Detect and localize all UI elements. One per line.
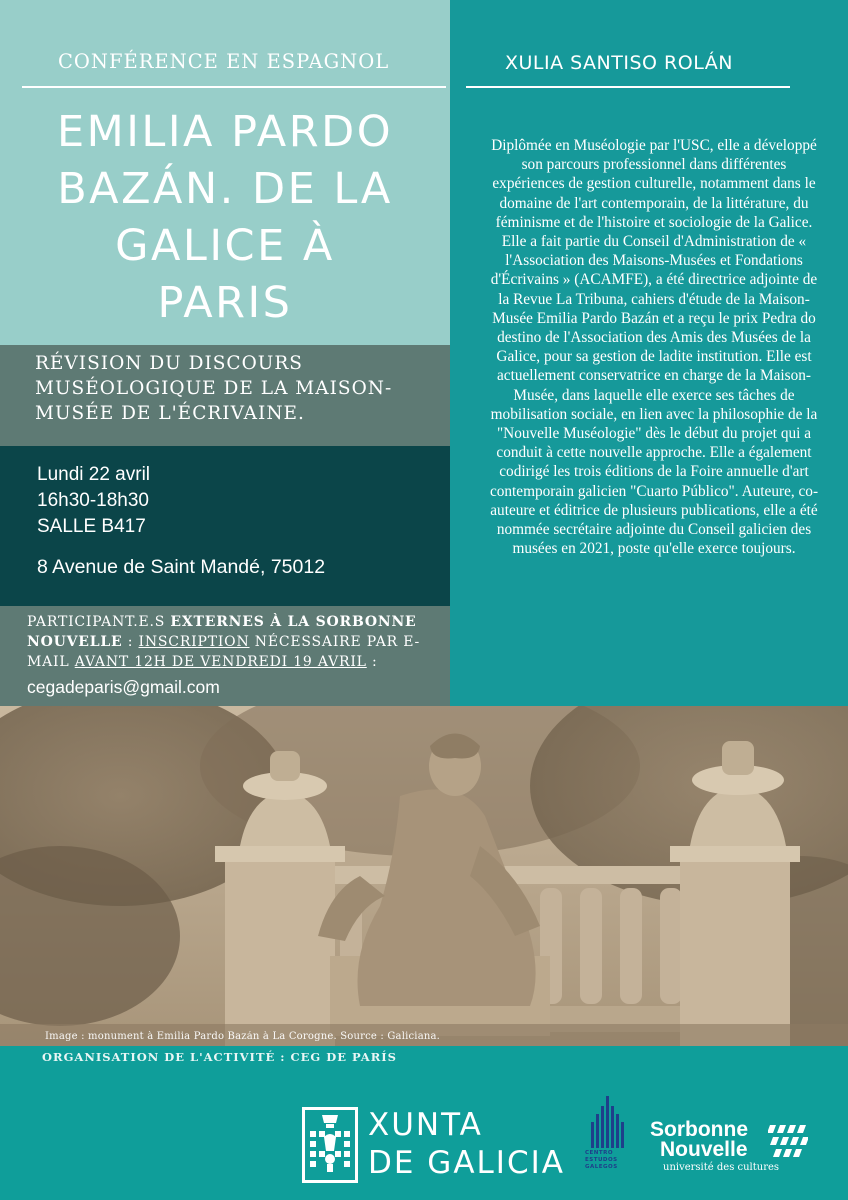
subtitle-line: MUSÉOLOGIQUE DE LA MAISON-	[35, 378, 393, 399]
subtitle-line: RÉVISION DU DISCOURS	[35, 353, 303, 374]
registration-deadline: AVANT 12H DE VENDREDI 19 AVRIL	[74, 654, 367, 670]
xunta-emblem-icon	[302, 1107, 358, 1183]
monument-photo	[0, 706, 848, 1046]
sorbonne-mark-icon	[768, 1123, 808, 1159]
conference-language-label: CONFÉRENCE EN ESPAGNOL	[58, 50, 390, 73]
registration-mid: NÉCESSAIRE PAR E-MAIL	[27, 634, 421, 670]
subtitle-line: MUSÉE DE L'ÉCRIVAINE.	[35, 403, 305, 424]
speaker-name: XULIA SANTISO ROLÁN	[505, 52, 733, 74]
sorbonne-logo-tagline: université des cultures	[663, 1162, 780, 1173]
monument-photo-image	[0, 706, 848, 1046]
photo-caption: Image : monument à Emilia Pardo Bazán à La Corogne. Source : Galiciana.	[45, 1031, 441, 1042]
page-title	[10, 104, 440, 332]
divider	[466, 86, 790, 88]
xunta-logo-line1: XUNTA	[368, 1107, 483, 1143]
registration-end: :	[366, 654, 378, 670]
registration-audience: EXTERNES À LA SORBONNE NOUVELLE	[27, 614, 417, 650]
organisation-credit: ORGANISATION DE L'ACTIVITÉ : CEG DE PARÍS	[42, 1050, 397, 1064]
registration-who: PARTICIPANT.E.S	[27, 614, 171, 630]
xunta-logo-line2: DE GALICIA	[368, 1145, 565, 1181]
event-time: 16h30-18h30	[37, 490, 149, 511]
title-line: EMILIA PARDO	[56, 107, 394, 157]
title-line: BAZÁN. DE LA	[57, 164, 393, 214]
registration-email[interactable]: cegadeparis@gmail.com	[27, 677, 220, 697]
sorbonne-logo-line1: Sorbonne	[650, 1118, 748, 1141]
event-date: Lundi 22 avril	[37, 464, 151, 485]
registration-notice	[27, 612, 437, 672]
registration-link[interactable]: INSCRIPTION	[138, 634, 250, 650]
registration-sep: :	[122, 634, 139, 650]
title-line: GALICE À	[115, 221, 335, 271]
title-line: PARIS	[157, 278, 293, 328]
event-address: 8 Avenue de Saint Mandé, 75012	[37, 556, 326, 578]
sorbonne-logo-line2: Nouvelle	[660, 1138, 748, 1161]
event-room: SALLE B417	[37, 516, 146, 537]
speaker-bio: Diplômée en Muséologie par l'USC, elle a développé son parcours professionnel dans différentes expériences de gestion culturelle, notamment dans le domaine de l'art contemporain, de la littérature, du féminisme et de l'histoire et sociologie de la Galice. Elle a fait partie du Conseil d'Administration de « l'Association des Maisons-Musées et Fondations d'Écrivains » (ACAMFE), a été directrice adjointe de la Revue La Tribuna, cahiers d'étude de la Maison-Musée Emilia Pardo Bazán et a reçu le prix Pedra do destino de l'Association des Amis des Musées de la Galice, pour sa gestion de ladite institution. Elle est actuellement conservatrice en charge de la Maison-Musée, dans laquelle elle exerce ses tâches de mobilisation sociale, en lien avec la philosophie de la "Nouvelle Muséologie" dès le début du projet qui a conduit à cette nouvelle approche. Elle a également codirigé les trois éditions de la Foire annuelle d'art contemporain galicien "Cuarto Público". Auteure, co-auteure et éditrice de plusieurs publications, elle a été nommée secrétaire adjointe du Conseil galicien des musées en 2021, poste qu'elle exerce toujours.	[489, 137, 819, 558]
subtitle	[35, 351, 440, 426]
divider	[22, 86, 446, 88]
ceg-logo-text: CENTRO ESTUDOS GALEGOS	[585, 1150, 618, 1170]
